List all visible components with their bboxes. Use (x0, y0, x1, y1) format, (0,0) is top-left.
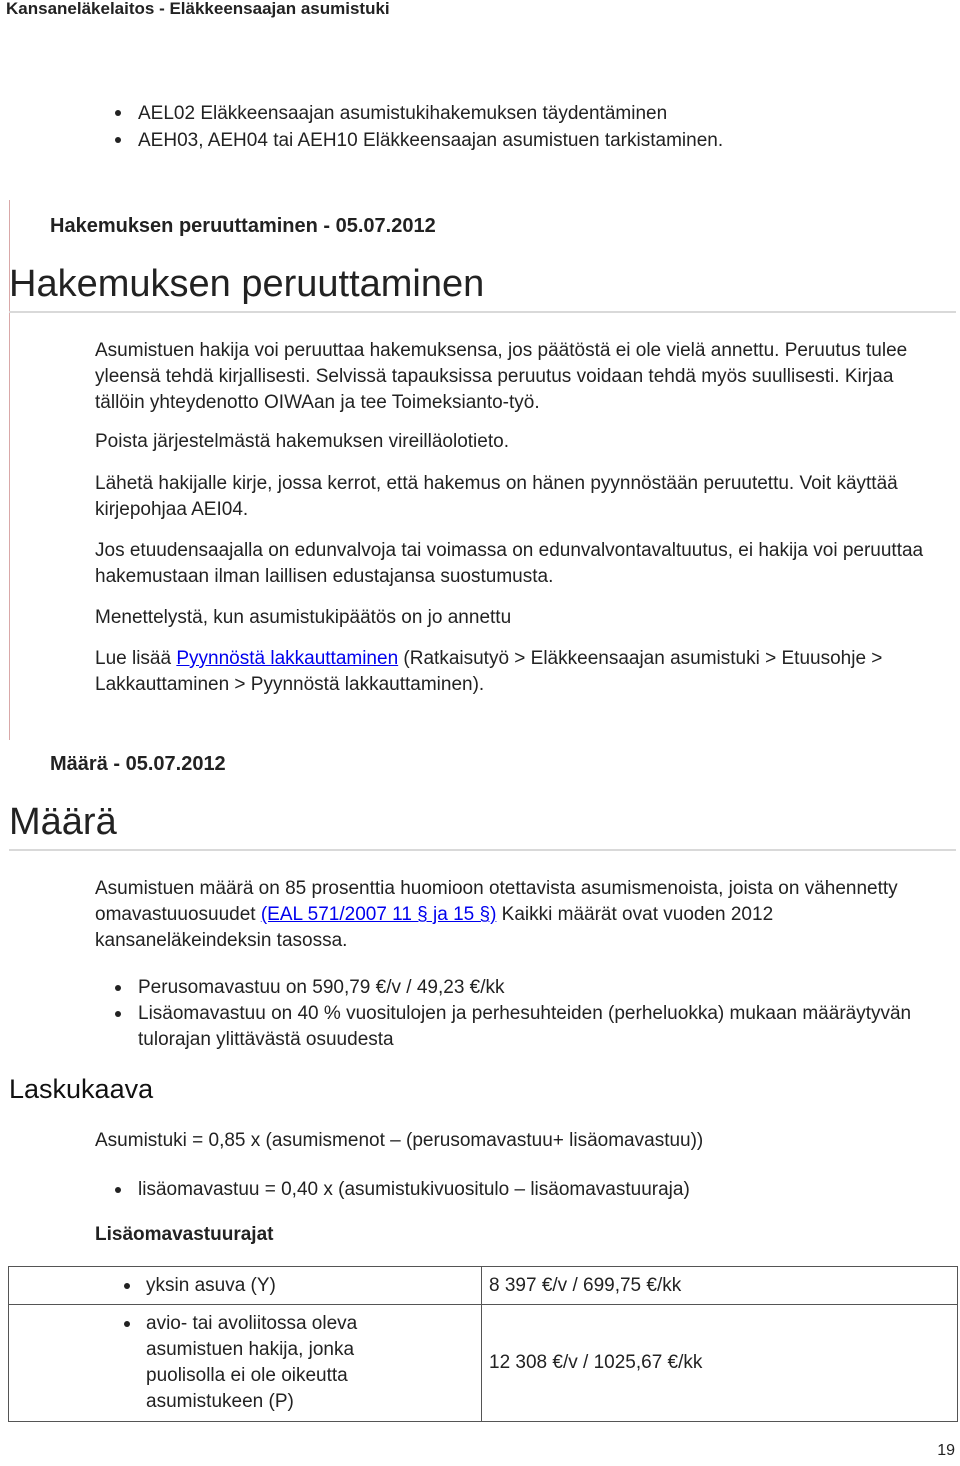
formula: Asumistuki = 0,85 x (asumismenot – (perusomavastuu+ lisäomavastuu)) (95, 1130, 704, 1151)
document-title: Kansaneläkelaitos - Eläkkeensaajan asumistuki (6, 0, 390, 18)
paragraph: Poista järjestelmästä hakemuksen vireilläolotieto. (95, 431, 509, 452)
paragraph: Menettelystä, kun asumistukipäätös on jo annettu (95, 607, 512, 628)
table-cell-label (9, 1267, 482, 1305)
paragraph: Lähetä hakijalle kirje, jossa kerrot, että hakemus on hänen pyynnöstään peruutettu. Voit käyttää kirjepohjaa AEI04. (95, 473, 898, 520)
list-item: Perusomavastuu on 590,79 €/v / 49,23 €/kk (95, 975, 945, 1001)
table-cell-value: 8 397 €/v / 699,75 €/kk (482, 1267, 958, 1305)
heading-rule (9, 311, 956, 313)
list-item: Lisäomavastuu on 40 % vuositulojen ja perhesuhteiden (perheluokka) mukaan määräytyvän tulorajan ylittävästä osuudesta (95, 1001, 945, 1053)
formula-list (95, 1177, 945, 1203)
section-date-label: Hakemuksen peruuttaminen - 05.07.2012 (50, 215, 436, 237)
table-heading: Lisäomavastuurajat (95, 1224, 274, 1245)
page-number: 19 (937, 1442, 955, 1459)
link-pyynnosta-lakkauttaminen[interactable]: Pyynnöstä lakkauttaminen (176, 648, 399, 669)
text: (Ratkaisutyö > Eläkkeensaajan asumistuki > Etuusohje > Lakkauttaminen > Pyynnöstä lakkauttaminen). (95, 648, 883, 695)
cell-text: yksin asuva (Y) (104, 1273, 481, 1299)
table-row (9, 1305, 958, 1422)
cell-text: avio- tai avoliitossa oleva asumistuen hakija, jonka puolisolla ei ole oikeutta asumistukeen (P) (104, 1311, 406, 1415)
text: Kaikki määrät ovat vuoden 2012 kansaneläkeindeksin tasossa. (95, 904, 774, 951)
heading-rule (9, 849, 956, 851)
amount-table (8, 1266, 958, 1422)
section-date-label: Määrä - 05.07.2012 (50, 753, 226, 775)
list-item: AEL02 Eläkkeensaajan asumistukihakemuksen täydentäminen (95, 100, 945, 127)
paragraph: Asumistuen hakija voi peruuttaa hakemuksensa, jos päätöstä ei ole vielä annettu. Peruutus tulee yleensä tehdä kirjallisesti. Selvissä tapauksissa peruutus voidaan tehdä myös suullisesti. Kirjaa tällöin yhteydenotto OIWAan ja tee Toimeksianto-työ. (95, 340, 908, 413)
paragraph: Jos etuudensaajalla on edunvalvoja tai voimassa on edunvalvontavaltuutus, ei hakija voi peruuttaa hakemustaan ilman laillisen edustajansa suostumusta. (95, 540, 924, 587)
list-item: lisäomavastuu = 0,40 x (asumistukivuositulo – lisäomavastuuraja) (95, 1177, 945, 1203)
text: Lue lisää (95, 648, 177, 669)
top-list (95, 100, 945, 154)
section-heading: Määrä (9, 801, 117, 843)
table-cell-label (9, 1305, 482, 1422)
list-item: AEH03, AEH04 tai AEH10 Eläkkeensaajan asumistuen tarkistaminen. (95, 127, 945, 154)
link-eal-571-2007[interactable]: (EAL 571/2007 11 § ja 15 §) (260, 904, 497, 925)
paragraph (95, 876, 945, 954)
text: Asumistuen määrä on 85 prosenttia huomioon otettavista asumismenoista, joista on vähennetty omavastuuosuudet (95, 878, 898, 925)
table-cell-value: 12 308 €/v / 1025,67 €/kk (482, 1305, 958, 1422)
subheading-laskukaava: Laskukaava (9, 1074, 154, 1104)
amount-list (95, 975, 945, 1053)
paragraph (95, 646, 945, 698)
table-row (9, 1267, 958, 1305)
section-heading: Hakemuksen peruuttaminen (9, 263, 485, 305)
